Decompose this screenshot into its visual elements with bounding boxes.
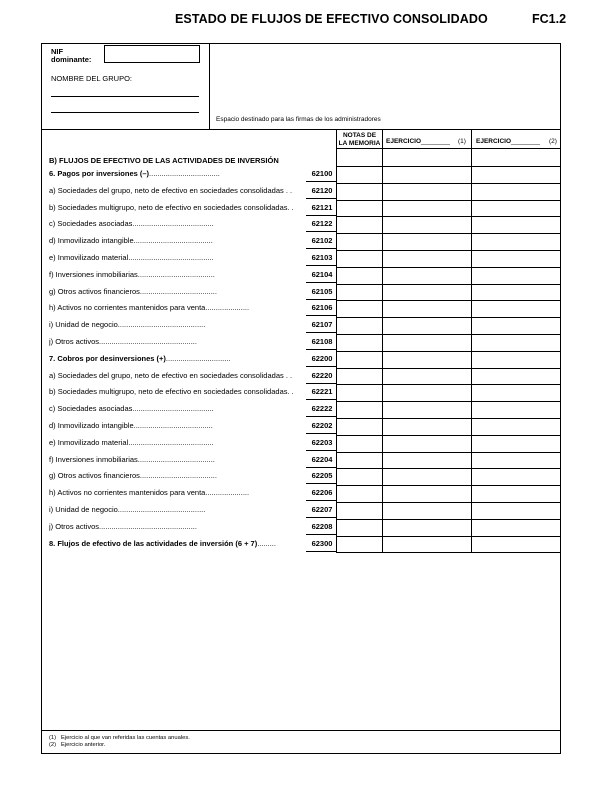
row-leader-dots: ......... xyxy=(257,538,276,548)
row-value-cells[interactable] xyxy=(336,334,561,352)
table-row xyxy=(42,418,561,435)
row-leader-dots: .......................................... xyxy=(117,320,206,330)
row-label xyxy=(49,455,301,464)
row-code: 62107 xyxy=(311,320,333,330)
table-row xyxy=(42,267,561,284)
row-value-cells[interactable] xyxy=(336,502,561,520)
row-leader-dots: ...................................... xyxy=(133,421,213,430)
ejercicio1-column-header xyxy=(386,138,466,145)
row-code: 62120 xyxy=(311,185,333,195)
row-value-cells[interactable] xyxy=(336,216,561,234)
row-label-text: g) Otros activos financieros xyxy=(49,471,140,481)
table-row xyxy=(42,334,561,351)
row-label xyxy=(49,186,301,195)
header-divider xyxy=(42,129,560,130)
row-label xyxy=(49,236,301,245)
row-value-cells[interactable] xyxy=(336,468,561,486)
identification-panel xyxy=(42,44,210,129)
row-label-text: b) Sociedades multigrupo, neto de efectivo en sociedades consolidadas. xyxy=(49,202,290,212)
row-code: 62206 xyxy=(311,488,333,498)
table-row xyxy=(42,435,561,452)
ejercicio1-note: (1) xyxy=(458,138,466,145)
table-row xyxy=(42,250,561,267)
row-value-cells[interactable] xyxy=(336,519,561,537)
row-code: 62121 xyxy=(311,202,333,212)
row-label xyxy=(49,270,301,279)
row-value-cells[interactable] xyxy=(336,418,561,436)
row-label-text: a) Sociedades del grupo, neto de efectivo en sociedades consolidadas xyxy=(49,185,284,195)
row-label xyxy=(49,505,301,514)
row-leader-dots: . . xyxy=(283,185,293,195)
table-row xyxy=(42,351,561,368)
row-leader-dots: ...................................... xyxy=(133,236,213,246)
table-row xyxy=(42,317,561,334)
row-leader-dots: ..................................... xyxy=(137,269,215,279)
nif-label xyxy=(51,48,91,64)
row-label xyxy=(49,387,301,396)
row-label-text: h) Activos no corrientes mantenidos para venta xyxy=(49,303,206,313)
ejercicio2-column-header xyxy=(476,138,557,145)
row-label-text: c) Sociedades asociadas xyxy=(49,219,133,229)
row-label-text: j) Otros activos xyxy=(49,521,100,531)
row-label-text: 6. Pagos por inversiones (–) xyxy=(49,169,150,178)
row-value-cells[interactable] xyxy=(336,536,561,554)
row-label xyxy=(49,488,301,497)
row-value-cells[interactable] xyxy=(336,368,561,386)
row-code: 62202 xyxy=(311,421,333,430)
row-label xyxy=(49,320,301,329)
row-label-text: a) Sociedades del grupo, neto de efectivo en sociedades consolidadas xyxy=(49,370,284,380)
form-frame xyxy=(41,43,561,754)
row-value-cells[interactable] xyxy=(336,351,561,369)
row-value-cells[interactable] xyxy=(336,200,561,218)
row-value-cells[interactable] xyxy=(336,485,561,503)
row-code: 62122 xyxy=(311,219,333,229)
row-code: 62103 xyxy=(311,253,333,262)
row-label xyxy=(49,303,301,312)
row-label xyxy=(49,219,301,228)
notas-header-line1: NOTAS DE xyxy=(342,132,377,139)
row-label-text: 7. Cobros por desinversiones (+) xyxy=(49,353,166,363)
row-value-cells[interactable] xyxy=(336,300,561,318)
row-leader-dots: .................................. xyxy=(149,169,220,178)
row-label xyxy=(49,522,301,531)
form-code: FC1.2 xyxy=(532,12,567,26)
footnote-2 xyxy=(49,742,105,749)
row-code: 62100 xyxy=(311,169,333,178)
row-code: 62221 xyxy=(311,387,333,397)
row-value-cells[interactable] xyxy=(336,452,561,470)
nif-label-line1: NIF xyxy=(51,47,64,56)
row-label xyxy=(49,354,301,363)
footnote-2-mark: (2) xyxy=(49,742,57,748)
grupo-field-line-2[interactable] xyxy=(51,112,199,113)
grupo-label: NOMBRE DEL GRUPO: xyxy=(51,74,132,83)
page-title: ESTADO DE FLUJOS DE EFECTIVO CONSOLIDADO xyxy=(175,12,488,26)
row-leader-dots: . . xyxy=(283,370,293,380)
row-label xyxy=(49,438,301,447)
row-label xyxy=(49,471,301,480)
row-label xyxy=(49,404,301,413)
row-code: 62108 xyxy=(311,337,333,346)
row-code: 62300 xyxy=(311,538,333,548)
row-label xyxy=(49,169,301,178)
row-code: 62220 xyxy=(311,370,333,380)
notas-column-header xyxy=(337,132,382,147)
row-value-cells[interactable] xyxy=(336,267,561,285)
row-code: 62104 xyxy=(311,269,333,279)
row-code: 62203 xyxy=(311,437,333,447)
row-label xyxy=(49,539,301,548)
row-leader-dots: ..................................... xyxy=(139,286,217,296)
table-row xyxy=(42,284,561,301)
row-leader-dots: ....................................... xyxy=(132,404,214,414)
row-label-text: e) Inmovilizado material xyxy=(49,437,129,447)
row-value-cells[interactable] xyxy=(336,401,561,419)
row-label xyxy=(49,203,301,212)
row-leader-dots: . xyxy=(289,202,294,212)
row-label-text: i) Unidad de negocio xyxy=(49,505,118,514)
row-value-cells[interactable] xyxy=(336,384,561,402)
table-row xyxy=(42,368,561,385)
row-value-cells[interactable] xyxy=(336,317,561,335)
row-label xyxy=(49,371,301,380)
table-row xyxy=(42,485,561,502)
table-row xyxy=(42,468,561,485)
row-label xyxy=(49,287,301,296)
row-code: 62105 xyxy=(311,286,333,296)
section-title: B) FLUJOS DE EFECTIVO DE LAS ACTIVIDADES DE INVERSIÓN xyxy=(49,156,279,165)
row-label-text: h) Activos no corrientes mantenidos para venta xyxy=(49,488,206,498)
table-row xyxy=(42,536,561,553)
footnote-1-text: Ejercicio al que van referidas las cuentas anuales. xyxy=(60,735,190,741)
grid-bottom-line xyxy=(336,552,561,553)
notas-header-line2: LA MEMORIA xyxy=(338,139,381,147)
row-code: 62204 xyxy=(311,454,333,464)
row-label-text: e) Inmovilizado material xyxy=(49,253,129,262)
row-value-cells[interactable] xyxy=(336,435,561,453)
row-leader-dots: ......................................... xyxy=(128,253,214,262)
row-code: 62208 xyxy=(311,521,333,531)
footnote-divider xyxy=(42,730,561,731)
table-row xyxy=(42,233,561,250)
ejercicio1-label: EJERCICIO xyxy=(386,138,422,145)
row-value-cells[interactable] xyxy=(336,166,561,184)
table-row xyxy=(42,519,561,536)
row-value-cells[interactable] xyxy=(336,183,561,201)
ejercicio2-note: (2) xyxy=(549,138,557,145)
row-leader-dots: ......................................... xyxy=(128,437,214,447)
row-label-text: 8. Flujos de efectivo de las actividades de inversión (6 + 7) xyxy=(49,538,258,548)
ejercicio2-blank: ________ xyxy=(511,138,540,145)
table-row xyxy=(42,452,561,469)
table-row xyxy=(42,183,561,200)
row-label-text: f) Inversiones inmobiliarias xyxy=(49,454,138,464)
table-row xyxy=(42,200,561,217)
row-label-text: d) Inmovilizado intangible xyxy=(49,236,134,246)
row-code: 62205 xyxy=(311,471,333,481)
row-label-text: f) Inversiones inmobiliarias xyxy=(49,269,138,279)
table-row xyxy=(42,384,561,401)
row-leader-dots: ..................... xyxy=(205,488,250,498)
row-code: 62102 xyxy=(311,236,333,246)
table-row xyxy=(42,502,561,519)
firmas-caption: Espacio destinado para las firmas de los administradores xyxy=(216,116,381,123)
row-leader-dots: ..................................... xyxy=(139,471,217,481)
row-label xyxy=(49,421,301,430)
footnote-1 xyxy=(49,735,190,742)
row-code: 62207 xyxy=(311,505,333,514)
row-label-text: j) Otros activos xyxy=(49,337,100,346)
nif-label-line2: dominante: xyxy=(51,55,92,64)
row-leader-dots: . xyxy=(289,387,294,397)
grupo-field-line-1[interactable] xyxy=(51,96,199,97)
row-value-cells[interactable] xyxy=(336,284,561,302)
column-header-divider xyxy=(336,148,561,149)
row-value-cells[interactable] xyxy=(336,250,561,268)
table-row xyxy=(42,166,561,183)
row-code: 62106 xyxy=(311,303,333,313)
row-label-text: d) Inmovilizado intangible xyxy=(49,421,134,430)
table-row xyxy=(42,300,561,317)
row-label-text: c) Sociedades asociadas xyxy=(49,404,133,414)
row-label xyxy=(49,253,301,262)
row-code-underline xyxy=(306,551,336,552)
ejercicio1-blank: ________ xyxy=(421,138,450,145)
row-leader-dots: ............................... xyxy=(165,353,231,363)
row-leader-dots: ............................................... xyxy=(99,337,197,346)
row-label-text: b) Sociedades multigrupo, neto de efectivo en sociedades consolidadas. xyxy=(49,387,290,397)
row-code: 62222 xyxy=(311,404,333,414)
row-leader-dots: ....................................... xyxy=(132,219,214,229)
table-row xyxy=(42,216,561,233)
table-row xyxy=(42,401,561,418)
row-code: 62200 xyxy=(311,353,333,363)
footnote-2-text: Ejercicio anterior. xyxy=(60,742,106,748)
row-leader-dots: .......................................... xyxy=(117,505,206,514)
row-leader-dots: ..................................... xyxy=(137,454,215,464)
row-leader-dots: ............................................... xyxy=(99,521,197,531)
row-label-text: g) Otros activos financieros xyxy=(49,286,140,296)
ejercicio2-label: EJERCICIO xyxy=(476,138,512,145)
row-label xyxy=(49,337,301,346)
nif-field[interactable] xyxy=(104,45,200,63)
row-value-cells[interactable] xyxy=(336,233,561,251)
row-label-text: i) Unidad de negocio xyxy=(49,320,118,330)
row-leader-dots: ..................... xyxy=(205,303,250,313)
footnote-1-mark: (1) xyxy=(49,735,57,741)
